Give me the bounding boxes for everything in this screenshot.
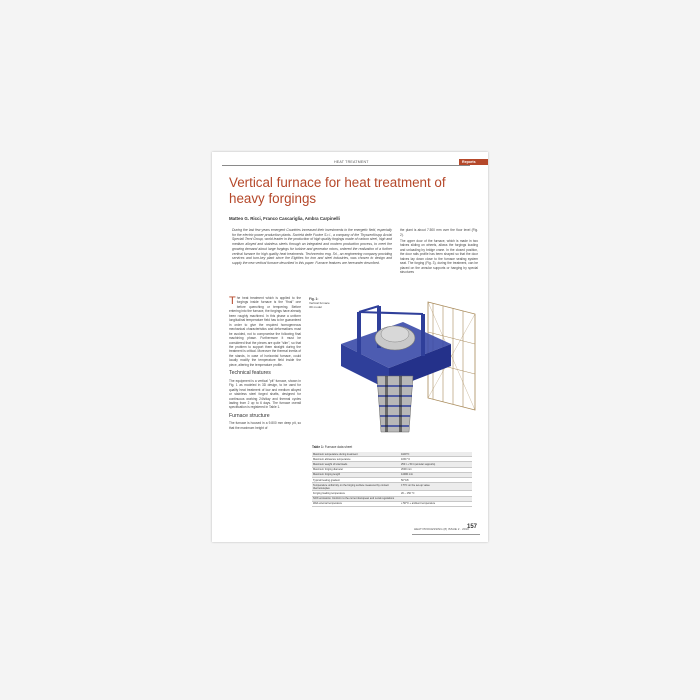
- table-cell: ≤ 50°C + ambient temperature: [400, 501, 472, 506]
- table-cell: Maximum forging length: [312, 472, 400, 477]
- table-cell: Typical heating gradient: [312, 477, 400, 482]
- article-abstract: During the last few years emergent Countries increased their investments in the energetic field, especially for the electric power production plants. Società delle Fucine S.r.l., a company of the ThyssenKrupp Acciai Speciali Terni Group, world leader in the production of high quality forgings made of carbon steel, high and medium alloyed and stainless steels through an integrated and modern production process, to meet the growing demand about large forgings for turbine and generator rotors, ordered the realization of a further vertical furnace for high quality heat treatments. Techncentro eng. Srl., an engineering company providing services and turn-key plant since the Eighties for iron and steel industries, was chosen to design and supply the new vertical furnace described in this paper. Furnace features are hereunder described.: [232, 228, 392, 265]
- table-row: [312, 483, 472, 491]
- furnace-3d-model-figure: [333, 292, 483, 440]
- right-column-paragraph: the plant is about 7.500 mm over the floor level (Fig. 2).: [400, 228, 478, 237]
- furnace-shell: [377, 376, 413, 432]
- section-label: HEAT TREATMENT: [334, 160, 369, 164]
- table-cell: Wall external temperature: [312, 501, 400, 506]
- article-title: Vertical furnace for heat treatment of heavy forgings: [229, 175, 446, 206]
- table-caption-label: Table 1:: [312, 445, 324, 449]
- right-column-text: [400, 228, 478, 276]
- table-cell: NOX emissions: Conform to the current European and Local regulations: [312, 496, 472, 501]
- table-cell: Forging loading temperature: [312, 491, 400, 496]
- intro-text: he heat treatment which is applied to the forgings inside furnace is the "final" one before quenching or tempering. Before entering into the furnace, the forgings have already been roughly machined. In this phase a uniform longitudinal temperature field has to be guaranteed in order to give the required homogeneous mechanical characteristics and deformations must be avoided, not to compromise the following final machining phase. Furthermore it must be considered that the pieces are quite "slim", so that the problem to support them straight during the treatment is critical. Moreover the thermal inertia of the stands, in case of horizontal furnace, could locally modify the temperature field inside the piece, altering the temperature profile.: [229, 296, 301, 367]
- journal-page: [212, 152, 488, 542]
- body-paragraph: The furnace is housed in a 9.800 mm deep pit, so that the maximum height of: [229, 421, 301, 430]
- table-cell: 50°C/h: [400, 477, 472, 482]
- table-cell: 20 – 150 °C: [400, 491, 472, 496]
- table-caption-text: Furnace data sheet: [324, 445, 353, 449]
- table-row: [312, 501, 472, 506]
- table-caption: [312, 445, 472, 449]
- data-table: [312, 452, 472, 507]
- table-cell: Maximum weight of total loads: [312, 462, 400, 467]
- article-authors: Matteo G. Ricci, Franco Cascariglia, Ambra Carpinelli: [229, 216, 340, 221]
- section-badge: Reports: [459, 159, 488, 165]
- page-number: 157: [467, 524, 478, 530]
- body-left-column: [229, 296, 301, 432]
- footer-rule: [412, 534, 480, 535]
- figure-caption-text: Vertical furnace 3D model: [309, 300, 330, 309]
- journal-footer: HEAT PROCESSING (8) ISSUE 2 · 2010: [414, 527, 469, 531]
- table-cell: Maximum forging diameter: [312, 467, 400, 472]
- table-cell: 250 t + 50 t (annular supports): [400, 462, 472, 467]
- table-cell: 14000 mm: [400, 472, 472, 477]
- table-cell: 1150 °C: [400, 457, 472, 462]
- figure-label: Fig. 1:: [309, 297, 319, 301]
- table-cell: ± 5°C on the set-up value: [400, 483, 472, 491]
- subhead-technical-features: Technical features: [229, 370, 271, 377]
- subhead-furnace-structure: Furnace structure: [229, 412, 270, 419]
- right-column-paragraph: The upper door of the furnace, which is made in two halves sliding on wheels, allows the forgings loading and unloading by bridge crane. In the closed position, the door rails profile has been shaped so that the door halves lay down close to the furnace sealing system seat. The forging (Fig. 3), during the treatment, can be placed on the annular supports or hanging by special structures: [400, 238, 478, 274]
- body-paragraph: The equipment is a vertical "pit" furnace, shown in Fig. 1 as modeled in 3D design, to be used for quality heat treatment of low and medium alloyed or stainless steel forged shafts, designed for continuous working 24h/day and thermal cycles lasting from 2 up to 6 days. The furnace overall specification is registered in Table 1.: [229, 378, 301, 410]
- furnace-dome: [375, 326, 415, 350]
- furnace-data-table: [312, 445, 472, 507]
- table-cell: 2600 mm: [400, 467, 472, 472]
- table-cell: 1100°C: [400, 452, 472, 457]
- table-cell: Maximum temperature during treatment: [312, 452, 400, 457]
- dropcap: T: [229, 294, 236, 307]
- table-cell: Temperature uniformity on the forging surface measured by contact thermocouples: [312, 483, 400, 491]
- table-cell: Maximum allowance temperature: [312, 457, 400, 462]
- figure-caption: [309, 298, 333, 309]
- header-rule: [222, 165, 470, 166]
- intro-paragraph: [229, 296, 301, 367]
